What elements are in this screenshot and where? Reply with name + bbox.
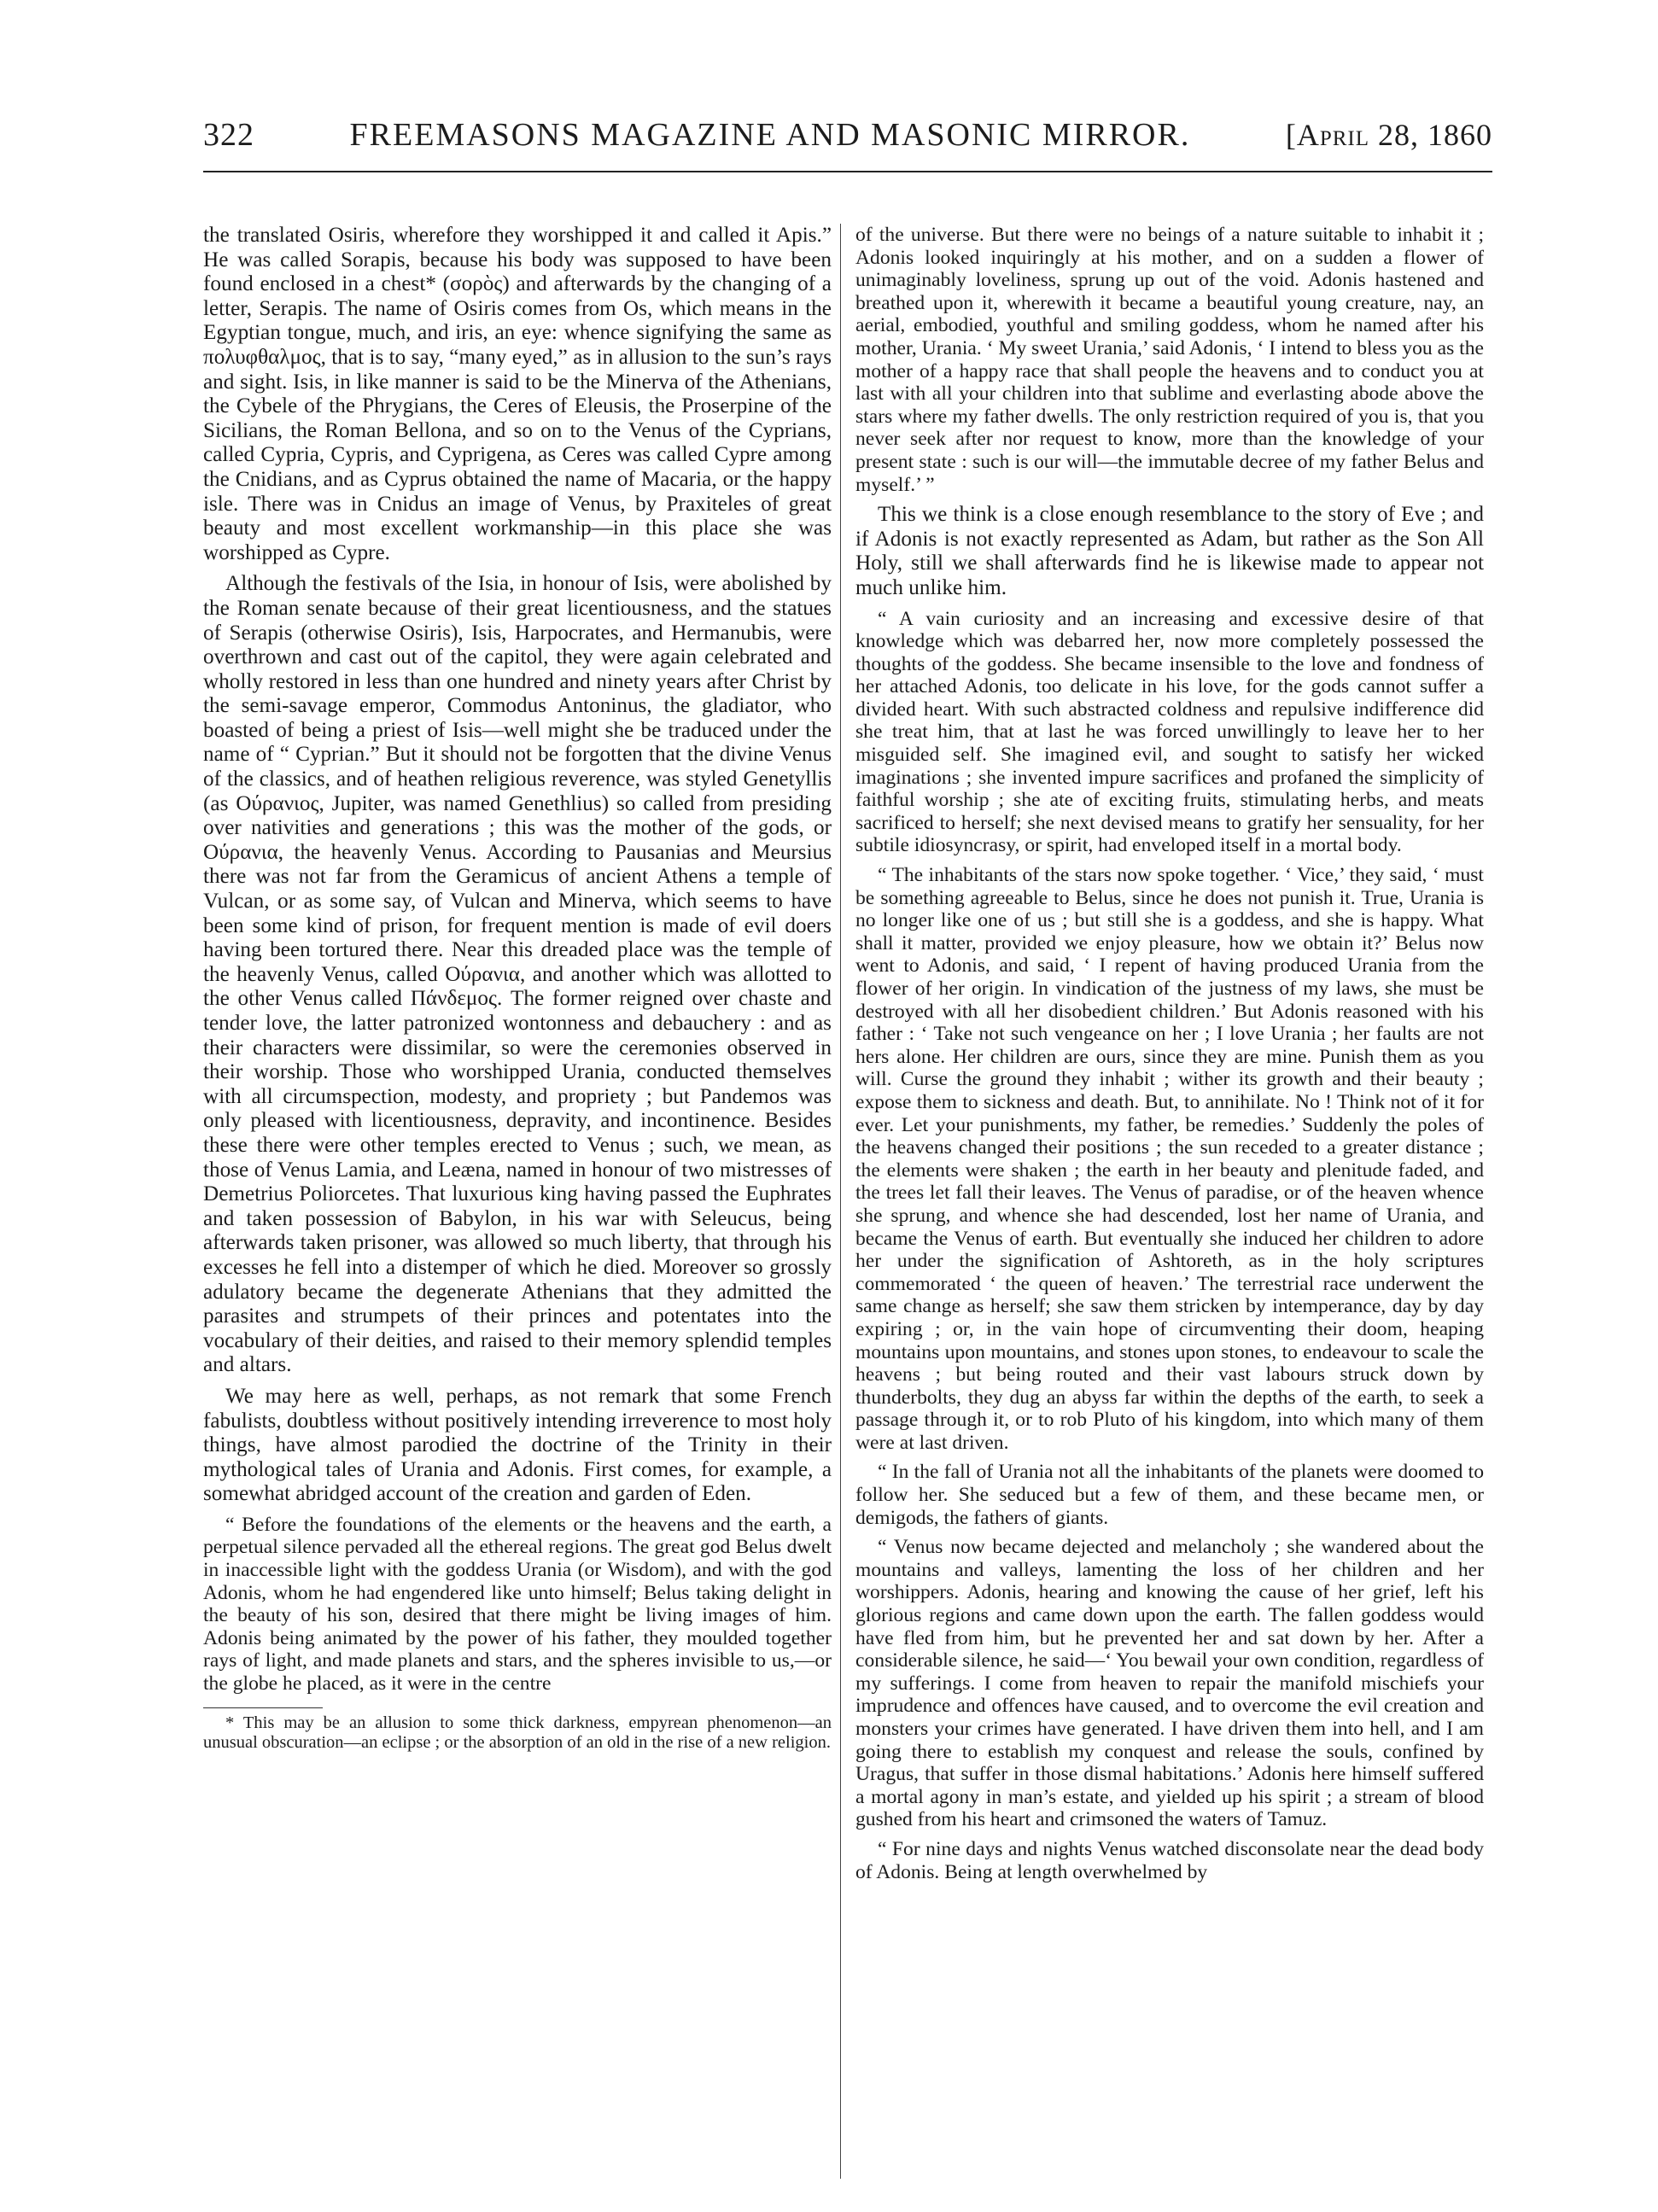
footnote: * This may be an allusion to some thick darkness, empyrean phenomenon—an unusual obscuration—an eclipse ; or the absorption of an old in the rise of a new religion.: [203, 1713, 832, 1752]
paragraph: We may here as well, perhaps, as not remark that some French fabulists, doubtless without positively intending irreverence to most holy things, have almost parodied the doctrine of the Trinity in their mythological tales of Urania and Adonis. First comes, for example, a somewhat abridged account of the creation and garden of Eden.: [203, 1384, 832, 1506]
header-rule: [203, 171, 1492, 172]
quoted-paragraph: “ Venus now became dejected and melancholy ; she wandered about the mountains and valleys, lamenting the loss of her children and her worshippers. Adonis, hearing and knowing the cause of her grief, left his glorious regions and came down upon the earth. The fallen goddess would have fled from him, but he prevented her and sat down by her. After a considerable silence, he said—‘ You bewail your own condition, regardless of my sufferings. I come from heaven to repair the manifold mischiefs your imprudence and offences have caused, and to overcome the evil creation and monsters your crimes have generated. I have driven them into hell, and I am going there to establish my conquest and release the souls, confined by Uragus, that suffer in those dismal habitations.’ Adonis here himself suffered a mortal agony in man’s estate, and yielded up his spirit ; a stream of blood gushed from his heart and crimsoned the waters of Tamuz.: [855, 1536, 1484, 1831]
quoted-paragraph: “ In the fall of Urania not all the inhabitants of the planets were doomed to follow her. She seduced but a few of them, and these became men, or demigods, the fathers of giants.: [855, 1461, 1484, 1529]
quoted-paragraph: “ A vain curiosity and an increasing and excessive desire of that knowledge which was debarred her, now more completely possessed the thoughts of the goddess. She became insensible to the love and fondness of her attached Adonis, too delicate in his love, for the gods cannot suffer a divided heart. With such abstracted coldness and repulsive indifference did she treat him, that at last he was forced unwillingly to leave her to her misguided self. She imagined evil, and sought to satisfy her wicked imaginations ; she invented impure sacrifices and profaned the simplicity of faithful worship ; she ate of exciting fruits, stimulating herbs, and meats sacrificed to herself; she next devised means to gratify her sensuality, for her subtile idiosyncrasy, or spirit, had enveloped itself in a mortal body.: [855, 607, 1484, 857]
quoted-paragraph: “ For nine days and nights Venus watched disconsolate near the dead body of Adonis. Being at length overwhelmed by: [855, 1837, 1484, 1883]
quoted-paragraph: of the universe. But there were no beings of a nature suitable to inhabit it ; Adonis looked inquiringly at his mother, and on a sudden a flower of unimaginably loveliness, sprung up out of the void. Adonis hastened and breathed upon it, wherewith it became a beautiful young creature, nay, an aerial, embodied, youthful and smiling goddess, whom he named after his mother, Urania. ‘ My sweet Urania,’ said Adonis, ‘ I intend to bless you as the mother of a happy race that shall people the heavens and to conduct you at last with all your children into that sublime and everlasting abode above the stars where my father dwells. The only restriction required of you is, that you never seek after nor request to know, more than the knowledge of your present state : such is our will—the immutable decree of my father Belus and myself.’ ”: [855, 224, 1484, 496]
quoted-paragraph: “ The inhabitants of the stars now spoke together. ‘ Vice,’ they said, ‘ must be something agreeable to Belus, since he does not punish it. True, Urania is no longer like one of us ; but still she is a goddess, and she is happy. What shall it matter, provided we enjoy pleasure, how we obtain it?’ Belus now went to Adonis, and said, ‘ I repent of having produced Urania from the flower of her origin. In vindication of the justness of my laws, she must be destroyed with all her disobedient children.’ But Adonis reasoned with his father : ‘ Take not such vengeance on her ; I love Urania ; her faults are not hers alone. Her children are ours, since they are mine. Punish them as you will. Curse the ground they inhabit ; wither its growth and their beauty ; expose them to sickness and death. But, to annihilate. No ! Think not of it for ever. Let your punishments, my father, be remedies.’ Suddenly the poles of the heavens changed their positions ; the sun receded to a greater distance ; the elements were shaken ; the earth in her beauty and plenitude faded, and the trees let fall their leaves. The Venus of paradise, or of the heaven whence she sprung, and whence she had descended, lost her name of Urania, and became the Venus of earth. But eventually she induced her children to adore her under the signification of Ashtoreth, as in the holy scriptures commemorated ‘ the queen of heaven.’ The terrestrial race underwent the same change as herself; she saw them stricken by intemperance, day by day expiring ; or, in the vain hope of circumventing their doom, heaping mountains upon mountains, and stones upon stones, to endeavour to scale the heavens ; but being routed and their vast labours struck down by thunderbolts, they dug an abyss far within the depths of the earth, to seek a passage through it, or to rob Pluto of his kingdom, into which many of them were at last driven.: [855, 864, 1484, 1454]
column-divider: [840, 224, 841, 2179]
paragraph: the translated Osiris, wherefore they worshipped it and called it Apis.” He was called Sorapis, because his body was supposed to have been found enclosed in a chest* (σορὸς) and afterwards by the changing of a letter, Serapis. The name of Osiris comes from Os, which means in the Egyptian tongue, much, and iris, an eye: whence signifying the same as πολυφθαλμος, that is to say, “many eyed,” as in allusion to the sun’s rays and sight. Isis, in like manner is said to be the Minerva of the Athenians, the Cybele of the Phrygians, the Ceres of Eleusis, the Proserpine of the Sicilians, the Roman Bellona, and so on to the Venus of the Cyprians, called Cypria, Cypris, and Cyprigena, as Ceres was called Cypre among the Cnidians, and as Cyprus obtained the name of Macaria, or the happy isle. There was in Cnidus an image of Venus, by Praxiteles of great beauty and most excellent workmanship—in this place she was worshipped as Cypre.: [203, 224, 832, 564]
quoted-paragraph: “ Before the foundations of the elements or the heavens and the earth, a perpetual silence pervaded all the ethereal regions. The great god Belus dwelt in inaccessible light with the goddess Urania (or Wisdom), and with the god Adonis, whom he had engendered like unto himself; Belus taking delight in the beauty of his son, desired that there might be living images of him. Adonis being animated by the power of his father, they moulded together rays of light, and made planets and stars, and the spheres invisible to us,—or the globe he placed, as it were in the centre: [203, 1513, 832, 1695]
right-column: [855, 224, 1484, 1890]
page-number: 322: [203, 117, 254, 153]
left-column: [203, 224, 832, 1760]
paragraph: Although the festivals of the Isia, in honour of Isis, were abolished by the Roman senate because of their great licentiousness, and the statues of Serapis (otherwise Osiris), Isis, Harpocrates, and Hermanubis, were overthrown and cast out of the capitol, they were again celebrated and wholly restored in less than one hundred and ninety years after Christ by the semi-savage emperor, Commodus Antoninus, the gladiator, who boasted of being a priest of Isis—well might she be traduced under the name of “ Cyprian.” But it should not be forgotten that the divine Venus of the classics, and of heathen religious reverence, was styled Genetyllis (as Ούρανιος, Jupiter, was named Genethlius) so called from presiding over nativities and generations ; this was the mother of the gods, or Ούρανια, the heavenly Venus. According to Pausanias and Meursius there was not far from the Geramicus of ancient Athens a temple of Vulcan, or as some say, of Vulcan and Minerva, which seems to have been some kind of prison, for frequent mention is made of evil doers having been tortured there. Near this dreaded place was the temple of the heavenly Venus, called Ούρανια, and another which was allotted to the other Venus called Πάνδεμος. The former reigned over chaste and tender love, the latter patronized wontonness and debauchery : and as their characters were dissimilar, so were the ceremonies observed in their worship. Those who worshipped Urania, conducted themselves with all circumspection, modesty, and propriety ; but Pandemos was only pleased with licentiousness, depravity, and incontinence. Besides these there were other temples erected to Venus ; such, we mean, as those of Venus Lamia, and Leæna, named in honour of two mistresses of Demetrius Poliorcetes. That luxurious king having passed the Euphrates and taken possession of Babylon, in his war with Seleucus, being afterwards taken prisoner, was allowed so much liberty, that through his excesses he fell into a distemper of which he died. Moreover so grossly adulatory became the degenerate Athenians that they admitted the parasites and strumpets of their princes and potentates into the vocabulary of their deities, and raised to their memory splendid temples and altars.: [203, 572, 832, 1377]
issue-date: [April 28, 1860: [1285, 118, 1492, 152]
footnote-rule: [203, 1707, 323, 1708]
publication-title: FREEMASONS MAGAZINE AND MASONIC MIRROR.: [349, 117, 1191, 153]
paragraph: This we think is a close enough resemblance to the story of Eve ; and if Adonis is not exactly represented as Adam, but rather as the Son All Holy, still we shall afterwards find he is likewise made to appear not much unlike him.: [855, 503, 1484, 599]
page-header: [203, 116, 1492, 169]
